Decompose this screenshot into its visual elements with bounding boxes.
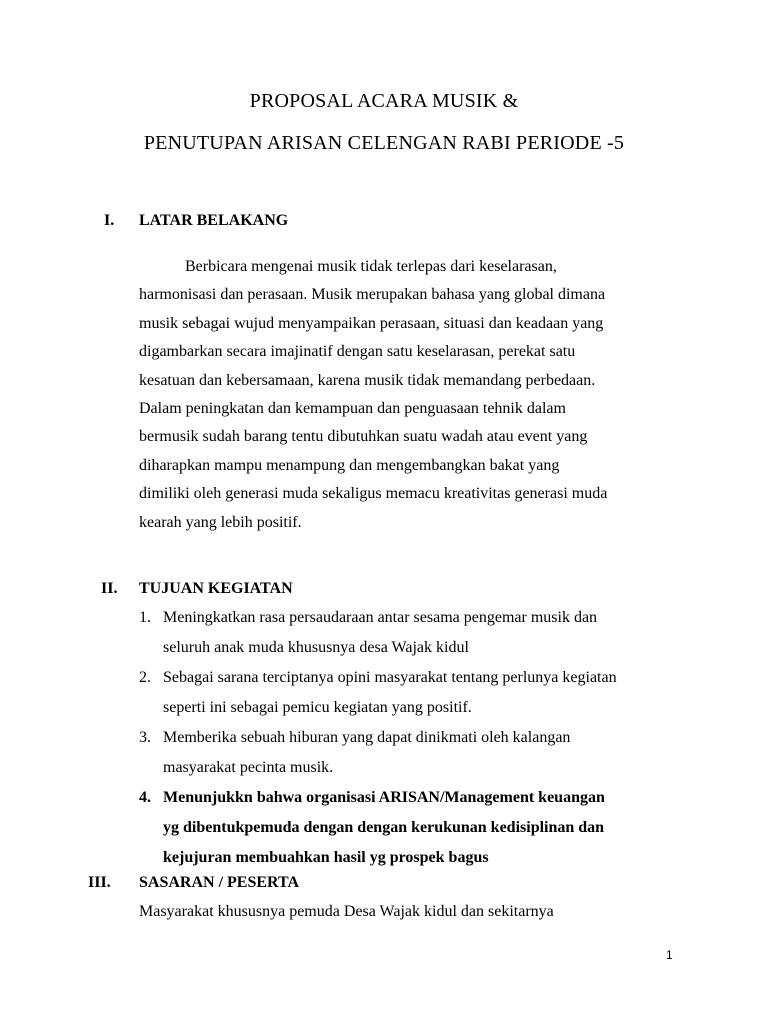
- list-item-line: seperti ini sebagai pemicu kegiatan yang positif.: [163, 699, 472, 716]
- paragraph-line: kearah yang lebih positif.: [139, 513, 302, 531]
- section-3-number: III.: [88, 874, 111, 891]
- paragraph-line: musik sebagai wujud menyampaikan perasaan, situasi dan keadaan yang: [139, 314, 604, 332]
- list-item-number: 1.: [139, 609, 151, 626]
- page-number: 1: [666, 948, 673, 962]
- paragraph-line: kesatuan dan kebersamaan, karena musik tidak memandang perbedaan.: [139, 371, 596, 389]
- section-3-text: Masyarakat khususnya pemuda Desa Wajak kidul dan sekitarnya: [139, 903, 554, 920]
- section-2-heading: TUJUAN KEGIATAN: [139, 580, 293, 597]
- list-item: [139, 663, 679, 723]
- list-item: [139, 783, 679, 873]
- section-1-number: I.: [104, 212, 115, 229]
- paragraph-line: Dalam peningkatan dan kemampuan dan penguasaan tehnik dalam: [139, 400, 566, 418]
- list-item: [139, 723, 679, 783]
- list-item-number: 2.: [139, 669, 151, 686]
- section-1-heading: LATAR BELAKANG: [139, 212, 289, 229]
- document-title-line-1: PROPOSAL ACARA MUSIK &: [249, 90, 519, 112]
- list-item-line: seluruh anak muda khususnya desa Wajak kidul: [163, 639, 469, 656]
- paragraph-line: digambarkan secara imajinatif dengan satu keselarasan, perekat satu: [139, 343, 576, 361]
- list-item-number: 3.: [139, 729, 151, 746]
- list-item-line: masyarakat pecinta musik.: [163, 759, 334, 776]
- section-2-number: II.: [101, 580, 118, 597]
- section-3-heading: SASARAN / PESERTA: [139, 874, 300, 891]
- list-item-line: Menunjukkn bahwa organisasi ARISAN/Management keuangan: [163, 789, 605, 806]
- paragraph-line: Berbicara mengenai musik tidak terlepas dari keselarasan,: [185, 258, 557, 275]
- section-1-paragraph: [139, 253, 679, 537]
- document-title-line-2: PENUTUPAN ARISAN CELENGAN RABI PERIODE -5: [143, 132, 625, 154]
- objectives-list: [139, 603, 679, 873]
- list-item-line: Meningkatkan rasa persaudaraan antar sesama pengemar musik dan: [163, 609, 598, 626]
- list-item: [139, 603, 679, 663]
- list-item-line: Sebagai sarana terciptanya opini masyarakat tentang perlunya kegiatan: [163, 669, 617, 686]
- list-item-line: Memberika sebuah hiburan yang dapat dinikmati oleh kalangan: [163, 729, 571, 746]
- list-item-line: yg dibentukpemuda dengan dengan kerukunan kedisiplinan dan: [163, 819, 605, 836]
- paragraph-line: harmonisasi dan perasaan. Musik merupakan bahasa yang global dimana: [139, 286, 606, 304]
- paragraph-line: bermusik sudah barang tentu dibutuhkan suatu wadah atau event yang: [139, 428, 588, 446]
- list-item-number: 4.: [139, 789, 151, 806]
- paragraph-line: diharapkan mampu menampung dan mengembangkan bakat yang: [139, 456, 560, 474]
- paragraph-line: dimiliki oleh generasi muda sekaligus memacu kreativitas generasi muda: [139, 485, 608, 503]
- list-item-line: kejujuran membuahkan hasil yg prospek bagus: [163, 849, 489, 866]
